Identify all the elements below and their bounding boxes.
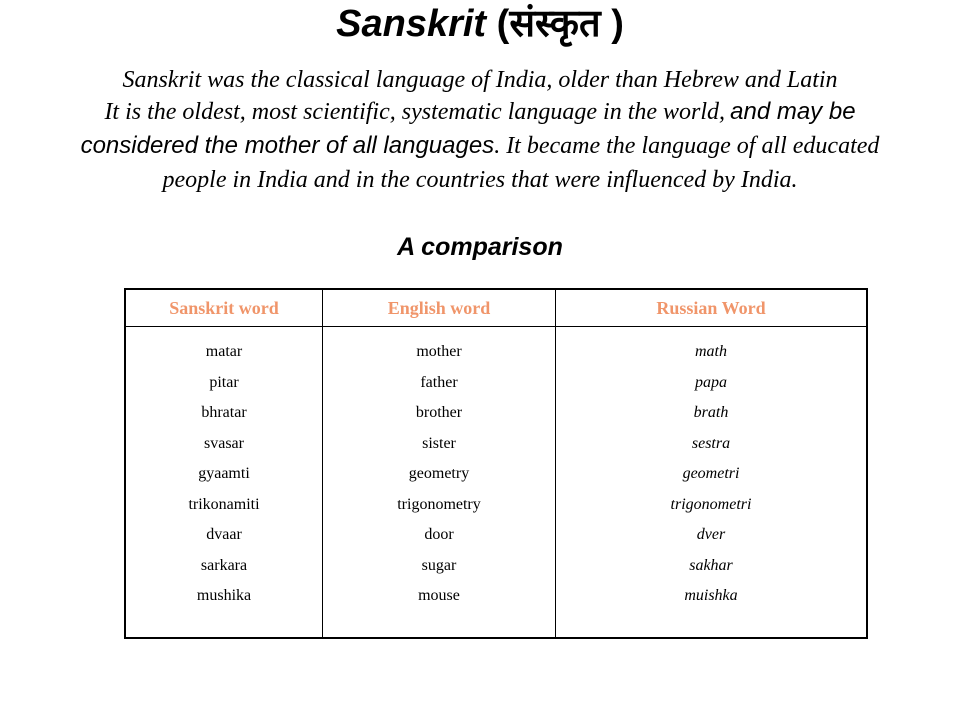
english-word: mouse (418, 587, 460, 604)
intro-line-1: Sanskrit was the classical language of India, older than Hebrew and Latin (122, 67, 838, 93)
table-row (125, 327, 867, 639)
sanskrit-word: matar (205, 343, 243, 360)
sanskrit-word: trikonamiti (188, 495, 260, 513)
sanskrit-word: bhratar (201, 404, 247, 421)
header-russian-word: Russian Word (556, 289, 868, 327)
english-word: sugar (421, 556, 457, 574)
russian-word: math (695, 343, 727, 360)
intro-paragraph (0, 64, 960, 196)
english-word: father (420, 373, 458, 391)
title-latin: Sanskrit (336, 3, 487, 45)
sanskrit-word: mushika (196, 587, 252, 604)
title-close-paren: ) (611, 3, 624, 45)
comparison-table (124, 288, 868, 639)
english-word: mother (416, 343, 462, 360)
russian-word: muishka (684, 587, 738, 604)
russian-word: papa (695, 373, 727, 391)
english-word: door (424, 526, 454, 543)
sanskrit-column (125, 327, 323, 639)
intro-line-2-serif: It is the oldest, most scientific, systematic language in the world, (104, 99, 726, 125)
title-devanagari: संस्कृत (509, 1, 601, 45)
intro-line-3-serif: . It became the language of all educated (494, 133, 880, 159)
english-word: sister (422, 434, 456, 452)
intro-line-2-sans: and may be (730, 98, 856, 125)
title-open-paren: ( (496, 3, 510, 45)
header-sanskrit-word: Sanskrit word (125, 289, 323, 327)
intro-line-4: people in India and in the countries that were influenced by India. (162, 167, 798, 193)
english-word: brother (415, 404, 463, 421)
sanskrit-word: dvaar (206, 526, 242, 543)
section-heading: A comparison (397, 233, 563, 261)
russian-word: dver (696, 526, 726, 543)
sanskrit-word: pitar (209, 373, 239, 391)
russian-word: trigonometri (670, 495, 752, 513)
russian-word: brath (693, 404, 729, 421)
russian-word: sakhar (689, 556, 733, 574)
russian-word: geometri (682, 465, 740, 482)
sanskrit-word: sarkara (200, 556, 248, 574)
intro-line-3 (0, 130, 960, 164)
sanskrit-word: gyaamti (198, 465, 250, 482)
intro-line-3-sans: considered the mother of all languages (80, 132, 495, 159)
russian-column (556, 327, 868, 639)
page-title (0, 0, 960, 47)
sanskrit-word: svasar (204, 434, 244, 452)
intro-line-2 (0, 96, 960, 130)
english-column (323, 327, 556, 639)
header-english-word: English word (323, 289, 556, 327)
english-word: geometry (408, 465, 470, 482)
russian-word: sestra (691, 434, 731, 452)
english-word: trigonometry (397, 495, 481, 513)
table-header-row (125, 289, 867, 327)
